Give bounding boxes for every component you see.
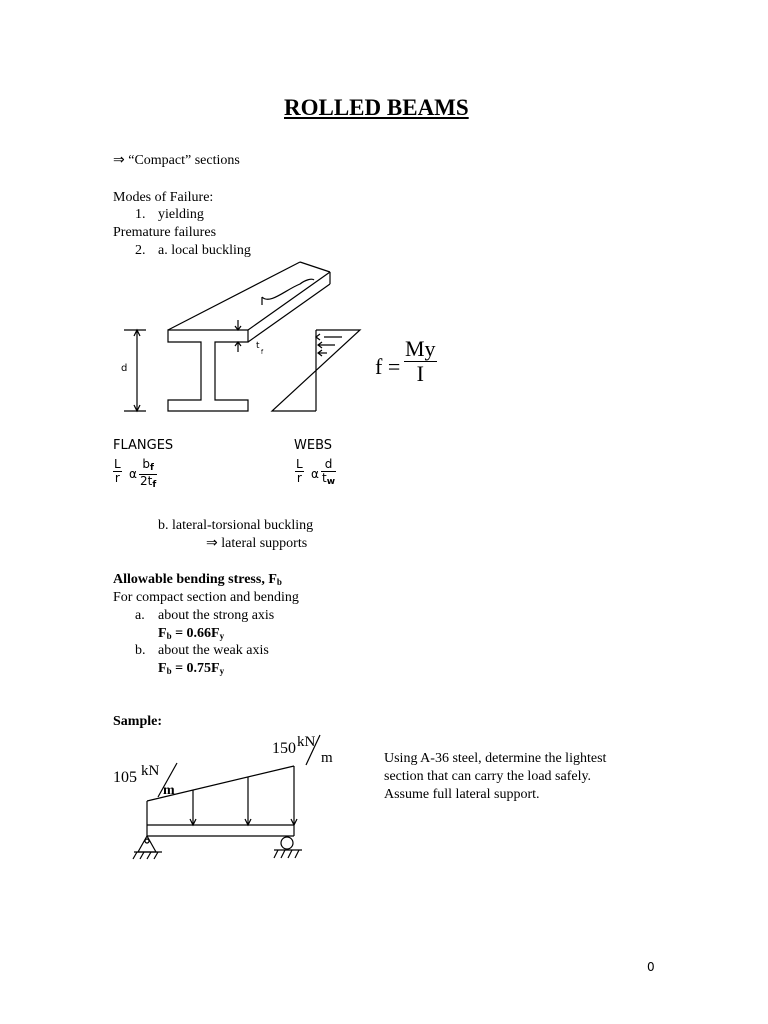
tf-subscript: f xyxy=(261,349,264,356)
formula-lhs: f = xyxy=(375,354,401,379)
sample-heading: Sample: xyxy=(113,714,162,729)
strong-letter: a. xyxy=(135,608,145,623)
flanges-bf: b xyxy=(142,457,150,471)
load-right-unit-top: kN xyxy=(297,734,316,750)
mode-2-number: 2. xyxy=(135,243,146,258)
modes-heading: Modes of Failure: xyxy=(113,190,214,205)
flanges-2tf-sub: f xyxy=(152,479,157,490)
load-right-unit-bottom: m xyxy=(321,750,333,766)
load-left-unit-bottom: m xyxy=(163,783,175,798)
strong-axis-text: about the strong axis xyxy=(158,608,275,623)
flanges-alpha: α xyxy=(129,467,137,481)
d-label: d xyxy=(121,363,128,374)
mode-2-text: a. local buckling xyxy=(158,243,251,258)
webs-d: d xyxy=(321,458,336,472)
roller-support xyxy=(281,837,293,849)
formula-numerator: My xyxy=(405,336,436,361)
page-number: 0 xyxy=(647,960,655,974)
weak-axis-equation: $F_b = 0.75F_y$ xyxy=(158,661,225,676)
flanges-ratio-fraction xyxy=(139,458,157,491)
tf-label: t xyxy=(256,341,260,351)
flanges-heading: FLANGES xyxy=(113,438,174,453)
mode-1-text: yielding xyxy=(158,207,204,222)
webs-alpha: α xyxy=(311,467,319,481)
flanges-2tf: 2t xyxy=(140,473,153,488)
formula-denominator: I xyxy=(416,361,424,387)
i-beam-section xyxy=(168,330,248,411)
compact-bending-line: For compact section and bending xyxy=(113,590,299,605)
webs-tw: t xyxy=(322,471,327,486)
allowable-sub: b xyxy=(276,577,282,587)
ltb-line: b. lateral-torsional buckling xyxy=(158,518,314,533)
load-right-value: 150 xyxy=(272,740,296,757)
allowable-heading: Allowable bending stress, $F_b$ xyxy=(113,572,282,587)
load-left-value: 105 xyxy=(113,769,137,786)
flanges-lr-den: r xyxy=(114,471,120,486)
weak-axis-text: about the weak axis xyxy=(158,643,269,658)
weak-letter: b. xyxy=(135,643,146,658)
compact-sections-line: ⇒ “Compact” sections xyxy=(113,153,240,168)
problem-line-2: section that can carry the load safely. xyxy=(384,769,592,784)
flanges-lr-fraction xyxy=(113,458,122,485)
load-left-unit-top: kN xyxy=(141,763,160,779)
flange-extrusion-line xyxy=(248,272,330,330)
formula-fraction xyxy=(404,337,437,386)
mode-1-number: 1. xyxy=(135,207,146,222)
problem-line-1: Using A-36 steel, determine the lightest xyxy=(384,751,607,766)
lateral-supports-line: ⇒ lateral supports xyxy=(206,536,308,551)
webs-lr-fraction xyxy=(295,458,304,485)
webs-heading: WEBS xyxy=(294,438,333,453)
webs-lr-den: r xyxy=(296,471,302,486)
problem-line-3: Assume full lateral support. xyxy=(384,787,540,802)
flange-extrusion-line xyxy=(248,284,330,342)
flange-extrusion-line xyxy=(300,262,330,272)
premature-heading: Premature failures xyxy=(113,225,217,240)
webs-lr-num: L xyxy=(296,457,303,471)
flanges-bf-sub: f xyxy=(149,463,154,473)
page-title: ROLLED BEAMS xyxy=(284,95,469,120)
strong-axis-equation: $F_b = 0.66F_y$ xyxy=(158,626,225,641)
webs-tw-sub: w xyxy=(326,477,336,488)
webs-ratio-fraction xyxy=(321,458,336,488)
flanges-lr-num: L xyxy=(114,457,121,471)
